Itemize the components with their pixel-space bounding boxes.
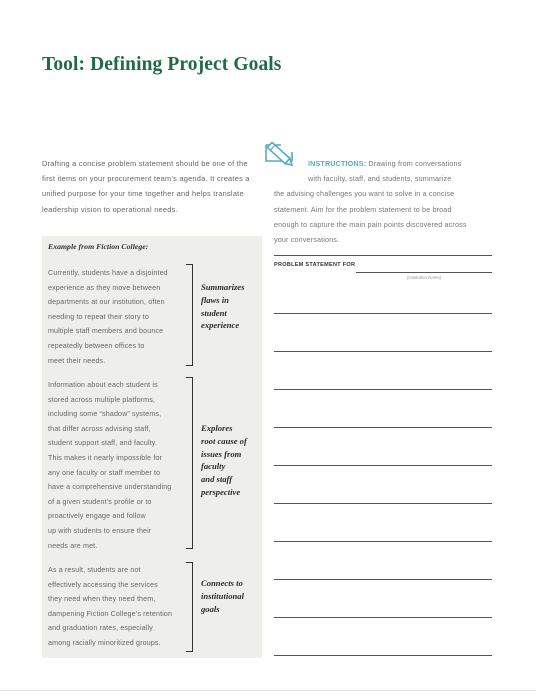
example-note-1 (201, 281, 261, 332)
writing-line[interactable] (274, 503, 492, 504)
example-line: Currently, students have a disjointed (48, 269, 168, 277)
instructions-line: enough to capture the main pain points discovered across (274, 219, 467, 229)
writing-line[interactable] (274, 389, 492, 390)
example-line: needs are met. (48, 541, 98, 550)
note-line: student (201, 307, 227, 318)
note-line: and staff (201, 474, 233, 485)
bracket (186, 264, 193, 366)
writing-line[interactable] (274, 313, 492, 314)
bracket (186, 377, 193, 549)
writing-line[interactable] (274, 351, 492, 352)
instructions-line: your conversations. (274, 235, 340, 245)
writing-line[interactable] (274, 655, 492, 656)
instructions-line: Drawing from conversations (366, 159, 462, 168)
example-line: departments at our institution, often (48, 298, 165, 307)
example-heading: Example from Fiction College: (48, 242, 149, 251)
writing-line[interactable] (274, 541, 492, 542)
example-line: As a result, students are not (48, 566, 141, 574)
intro-line: unified purpose for your time together and helps translate (42, 189, 244, 199)
example-line: This makes it nearly impossible for (48, 453, 163, 462)
example-line: meet their needs. (48, 356, 106, 365)
example-line: dampening Fiction College’s retention (48, 609, 173, 618)
page-title: Tool: Defining Project Goals (42, 54, 282, 75)
instructions-line: statement. Aim for the problem statement to be broad (274, 204, 452, 214)
section-divider (274, 255, 492, 256)
example-line: and graduation rates, especially (48, 624, 153, 633)
intro-paragraph (42, 156, 267, 217)
example-line: they need when they need them, (48, 595, 156, 604)
example-line: proactively engage and follow (48, 512, 146, 521)
example-line: including some “shadow” systems, (48, 410, 162, 419)
note-line: issues from (201, 448, 242, 459)
example-line: effectively accessing the services (48, 580, 158, 589)
note-line: faculty (201, 461, 226, 472)
intro-line: first items on your procurement team’s agenda. It creates a (42, 174, 250, 184)
example-line: repeatedly between offices to (48, 341, 145, 350)
instructions-line: the advising challenges you want to solve in a concise (274, 189, 455, 199)
note-line: Explores (201, 423, 233, 433)
example-note-3 (201, 577, 261, 615)
page-bottom-edge (0, 690, 536, 691)
example-line: multiple staff members and bounce (48, 327, 164, 336)
example-line: up with students to ensure their (48, 526, 152, 535)
instructions (274, 156, 492, 247)
example-note-2 (201, 422, 261, 499)
note-line: experience (201, 320, 240, 331)
example-line: have a comprehensive understanding (48, 483, 172, 492)
example-line: that differ across advising staff, (48, 424, 151, 433)
writing-line[interactable] (274, 465, 492, 466)
instructions-line: with faculty, staff, and students, summarize (308, 174, 452, 184)
writing-line[interactable] (274, 579, 492, 580)
writing-line[interactable] (274, 617, 492, 618)
example-line: among racially minoritized groups. (48, 638, 161, 647)
institution-name-caption: (Institution Name) (406, 275, 442, 280)
note-line: institutional (201, 590, 244, 601)
institution-name-field[interactable] (356, 272, 492, 273)
example-line: stored across multiple platforms, (48, 395, 156, 404)
instructions-first-line (274, 156, 492, 171)
note-line: goals (201, 603, 220, 614)
example-block-2 (48, 378, 193, 553)
example-line: Information about each student is (48, 381, 158, 389)
example-block-1 (48, 266, 193, 368)
example-line: any one faculty or staff member to (48, 468, 161, 477)
note-line: root cause of (201, 435, 247, 446)
note-line: flaws in (201, 294, 229, 305)
note-line: Summarizes (201, 282, 245, 292)
intro-line: Drafting a concise problem statement should be one of the (42, 159, 248, 168)
note-line: perspective (201, 486, 241, 497)
example-line: student support staff, and faculty. (48, 439, 158, 448)
example-line: of a given student’s profile or to (48, 497, 152, 506)
example-line: needing to repeat their story to (48, 312, 150, 321)
instructions-lead: INSTRUCTIONS: (308, 159, 367, 168)
writing-line[interactable] (274, 427, 492, 428)
problem-statement-label: PROBLEM STATEMENT FOR (274, 262, 356, 268)
example-block-3 (48, 563, 193, 651)
note-line: Connects to (201, 578, 243, 588)
bracket (186, 562, 193, 652)
example-line: experience as they move between (48, 283, 161, 292)
intro-line: leadership vision to operational needs. (42, 204, 178, 214)
